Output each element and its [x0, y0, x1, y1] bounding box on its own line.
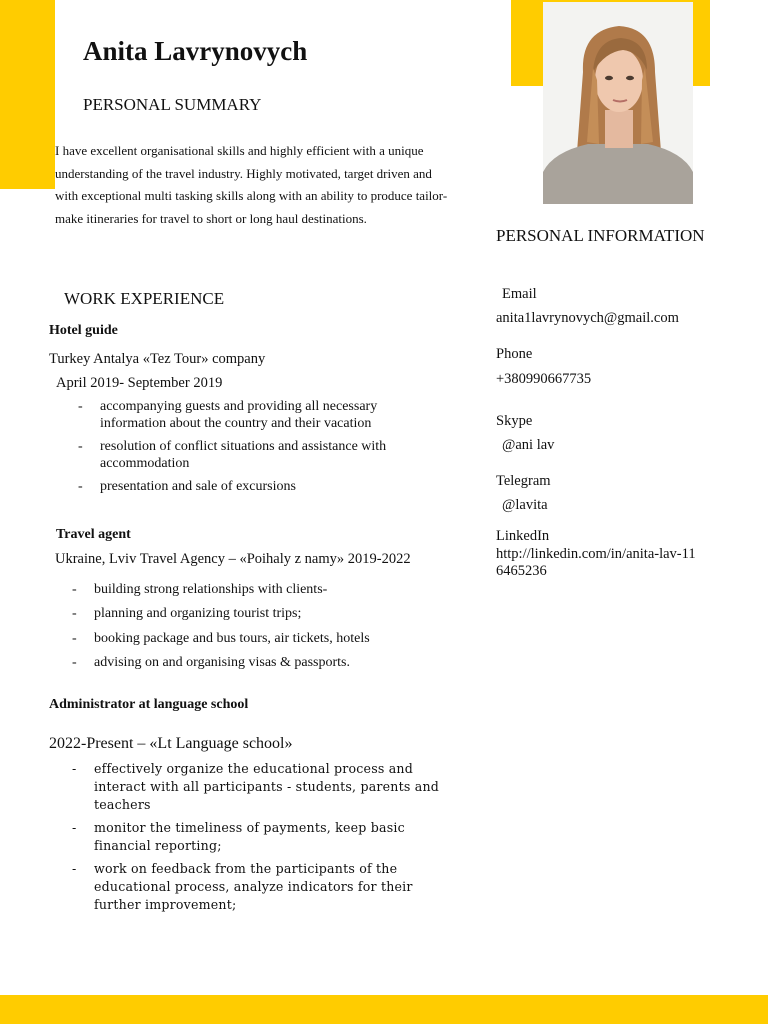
- list-item: - planning and organizing tourist trips;: [94, 605, 454, 629]
- skype-label: Skype: [496, 413, 533, 429]
- profile-photo: [543, 2, 693, 204]
- job-title: Hotel guide: [49, 323, 118, 338]
- list-item: - booking package and bus tours, air tickets, hotels: [94, 630, 454, 654]
- linkedin-label: LinkedIn: [496, 528, 550, 544]
- phone-value[interactable]: +380990667735: [496, 371, 592, 387]
- summary-text: I have excellent organisational skills and highly efficient with a unique understanding of the travel industry. Highly motivated, target driven and with exceptional multi tasking skills along with an ability to produce tailor-make itineraries for travel to short or long haul destinations.: [55, 143, 448, 226]
- candidate-name: Anita Lavrynovych: [83, 36, 308, 66]
- list-item: - monitor the timeliness of payments, keep basic financial reporting;: [94, 819, 454, 855]
- list-item: - resolution of conflict situations and assistance with accommodation: [100, 438, 440, 472]
- job-company: 2022-Present – «Lt Language school»: [49, 735, 293, 752]
- phone-label: Phone: [496, 346, 533, 362]
- info-heading: PERSONAL INFORMATION: [496, 226, 705, 245]
- job-duties-list: [94, 581, 454, 678]
- accent-bar-left: [0, 0, 55, 189]
- list-item: - accompanying guests and providing all necessary information about the country and their vacation: [100, 398, 440, 432]
- list-item: - work on feedback from the participants of the educational process, analyze indicators for their further improvement;: [94, 860, 454, 914]
- list-item: - advising on and organising visas & passports.: [94, 654, 454, 678]
- list-item: - presentation and sale of excursions: [100, 478, 440, 495]
- list-item: - building strong relationships with clients-: [94, 581, 454, 605]
- telegram-value[interactable]: @lavita: [502, 497, 548, 513]
- summary-heading: PERSONAL SUMMARY: [83, 95, 262, 114]
- job-title: Travel agent: [56, 527, 131, 542]
- email-value[interactable]: anita1lavrynovych@gmail.com: [496, 310, 679, 326]
- job-company: Ukraine, Lviv Travel Agency – «Poihaly z namy» 2019-2022: [55, 551, 411, 567]
- accent-bar-bottom: [0, 995, 768, 1024]
- job-duties-list: [100, 398, 440, 501]
- telegram-label: Telegram: [496, 473, 551, 489]
- email-label: Email: [502, 286, 537, 302]
- job-company: Turkey Antalya «Tez Tour» company: [49, 351, 266, 367]
- job-period: April 2019- September 2019: [56, 375, 223, 391]
- list-item: - effectively organize the educational process and interact with all participants - students, parents and teachers: [94, 760, 454, 814]
- job-title: Administrator at language school: [49, 697, 249, 712]
- experience-heading: WORK EXPERIENCE: [64, 289, 225, 308]
- linkedin-link[interactable]: http://linkedin.com/in/anita-lav-116465236: [496, 546, 696, 579]
- job-duties-list: [94, 760, 454, 919]
- skype-value[interactable]: @ani lav: [502, 437, 555, 453]
